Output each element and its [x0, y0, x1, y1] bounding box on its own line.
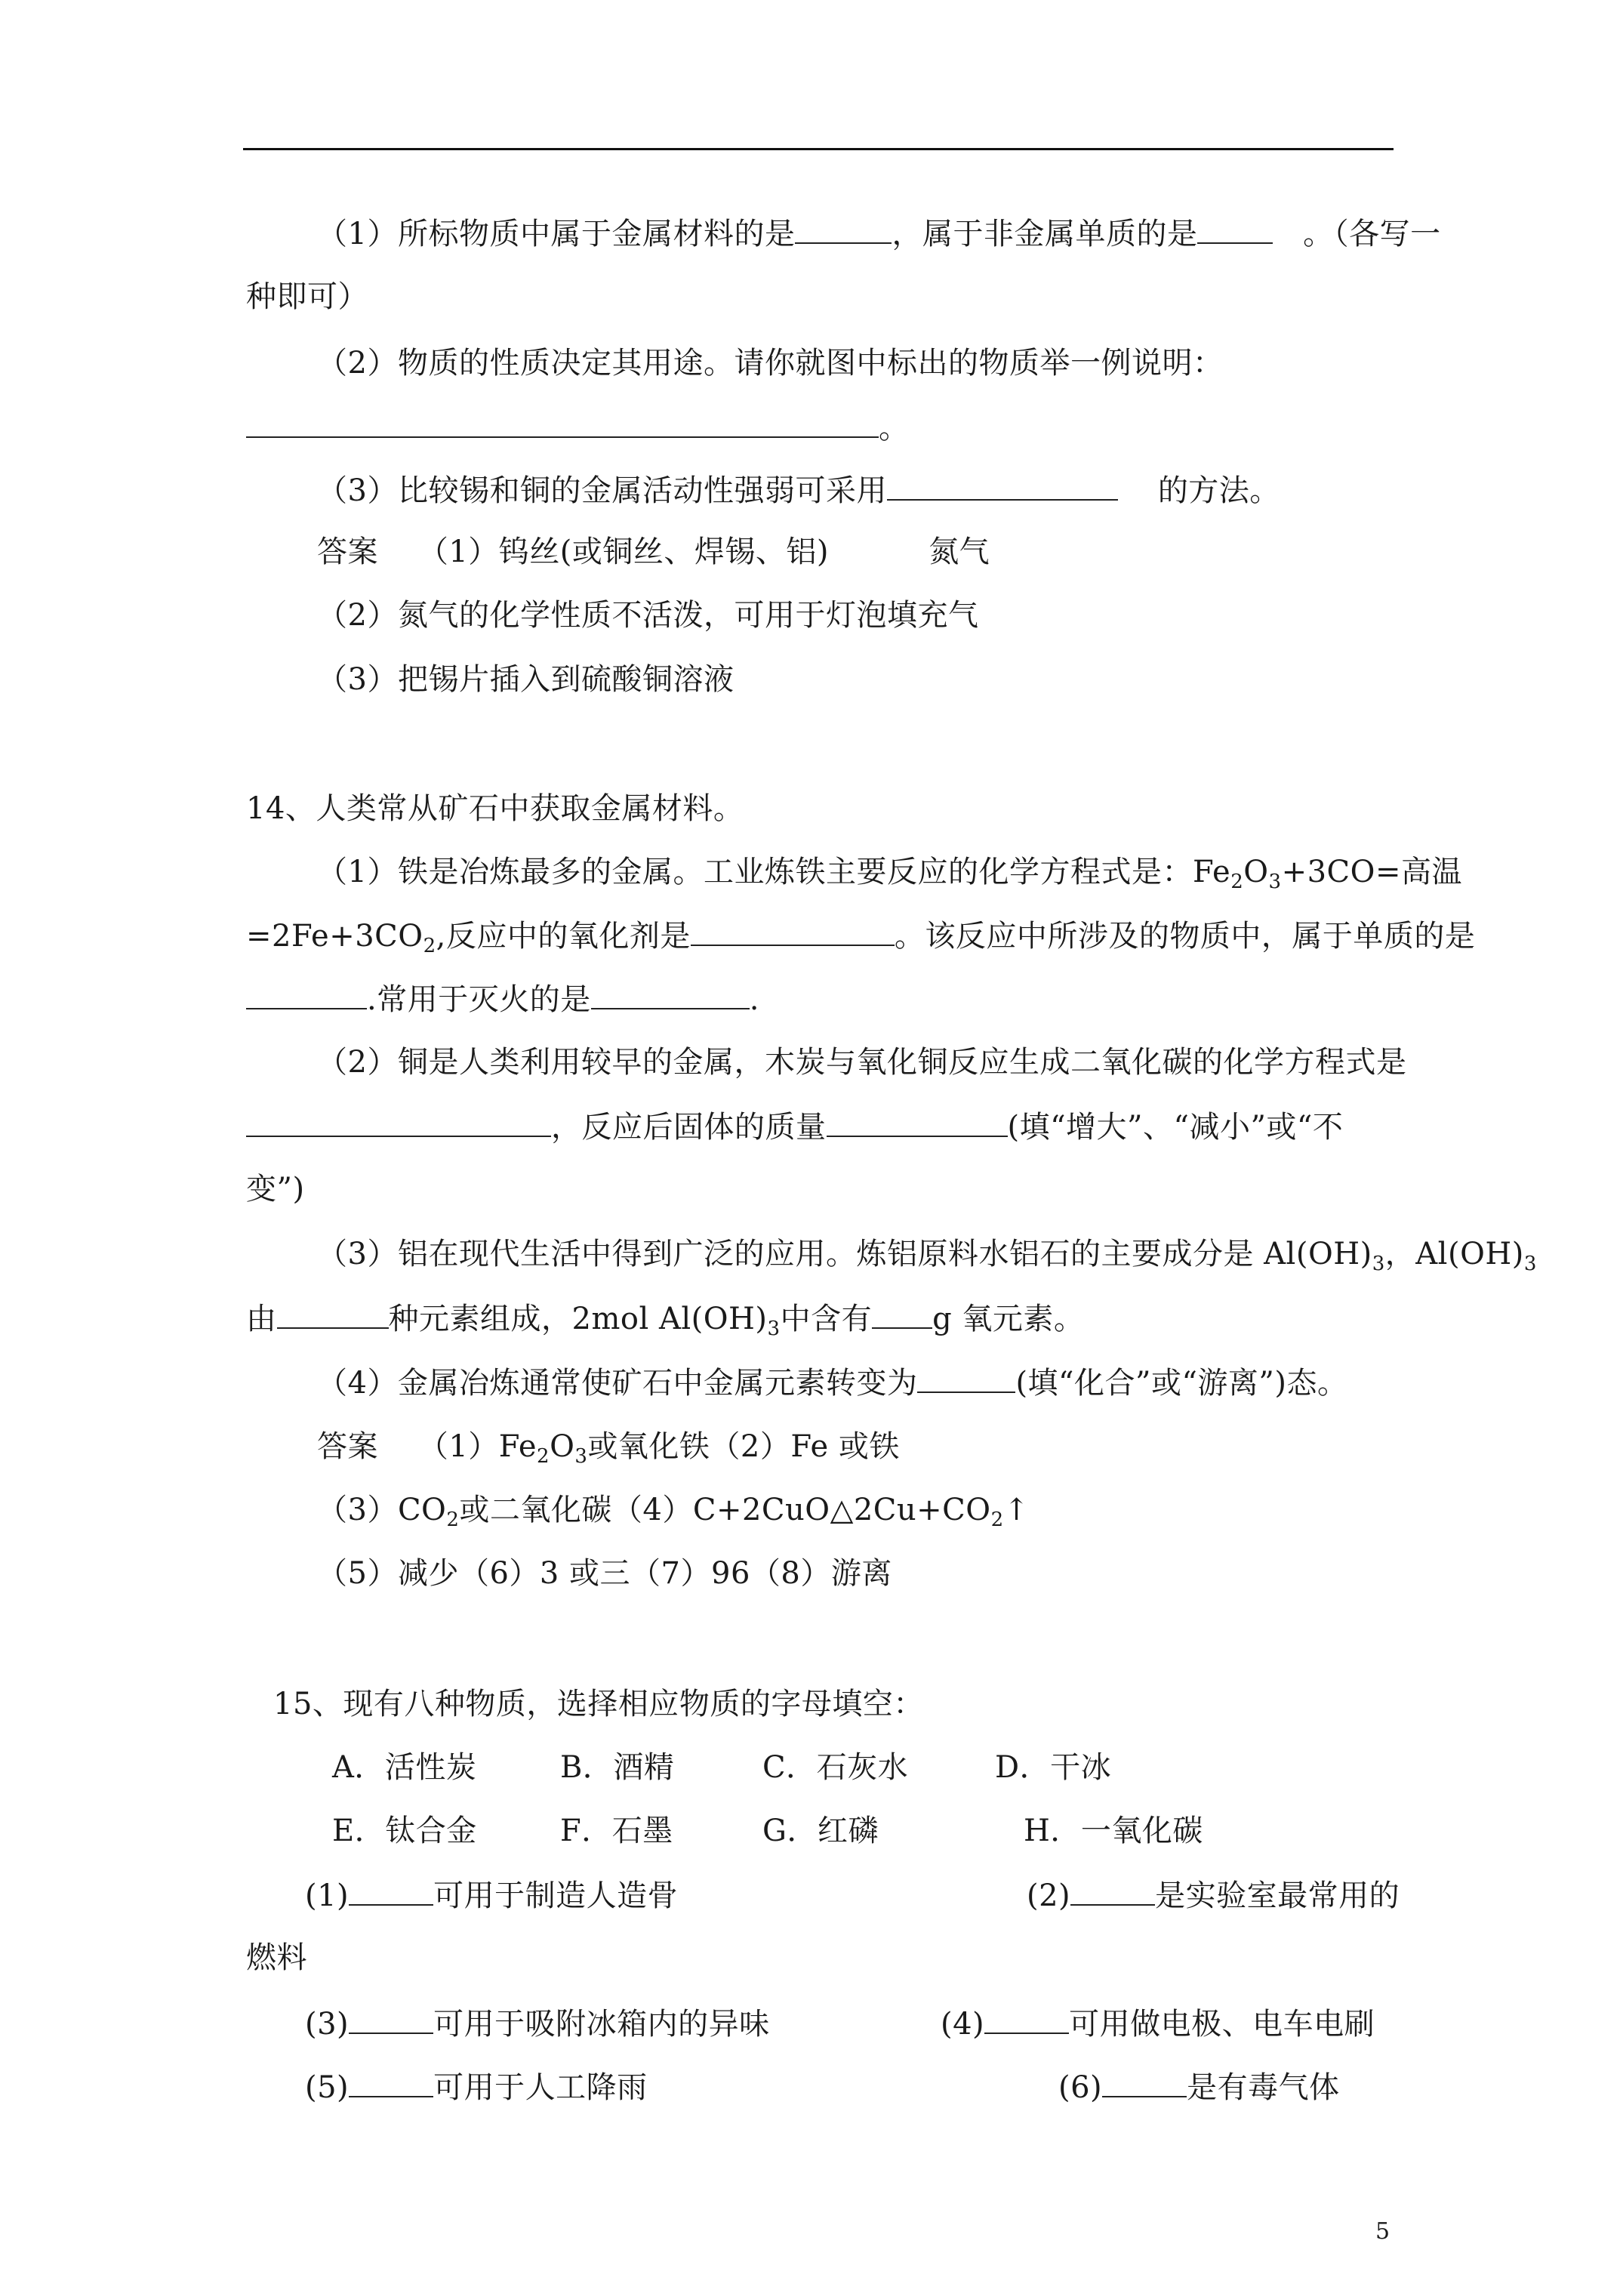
q15-item-4: (4) 可用做电极、电车电刷 [941, 2004, 1375, 2043]
q15-option-d: D．干冰 [995, 1750, 1112, 1785]
q14-part2-line3: 变”) [246, 1172, 305, 1207]
q14-part2: （2）铜是人类利用较早的金属，木炭与氧化铜反应生成二氧化碳的化学方程式是 [317, 1045, 1407, 1080]
q13-part3: （3）比较锡和铜的金属活动性强弱可采用 的方法。 [317, 470, 1280, 510]
q13-answer-1: 答案 （1）钨丝(或铜丝、焊锡、铝) 氮气 [317, 535, 990, 569]
q15-option-b: B．酒精 [560, 1750, 675, 1785]
q13-answer-2: （2）氮气的化学性质不活泼，可用于灯泡填充气 [317, 598, 979, 633]
q14-part3: （3）铝在现代生活中得到广泛的应用。炼铝原料水铝石的主要成分是 $Al(OH)_3$，$Al(OH)_3$ [317, 1237, 1537, 1275]
q13-answer-3: （3）把锡片插入到硫酸铜溶液 [317, 662, 735, 697]
q14-title: 14、人类常从矿石中获取金属材料。 [246, 791, 744, 826]
q15-item-2: (2) 是实验室最常用的 [1027, 1875, 1400, 1915]
q15-option-g: G．红磷 [762, 1814, 879, 1848]
q14-part1: （1）铁是冶炼最多的金属。工业炼铁主要反应的化学方程式是：$Fe_2O_3+3CO=$高温 [317, 855, 1462, 893]
q15-option-c: C．石灰水 [762, 1750, 909, 1785]
q15-item-5: (5) 可用于人工降雨 [305, 2067, 648, 2106]
q14-part4: （4）金属冶炼通常使矿石中金属元素转变为 (填“化合”或“游离”)态。 [317, 1363, 1347, 1402]
q14-answer-3: （5）减少（6）3 或三（7）96（8）游离 [317, 1556, 892, 1591]
q14-answer-2: $(3)CO_2$或二氧化碳$(4)C+2CuO\triangle 2Cu+CO_2↑$ [317, 1493, 1030, 1531]
q15-item-6: (6) 是有毒气体 [1058, 2067, 1340, 2106]
header-rule [243, 148, 1394, 150]
q14-answer-1: 答案 $(1)Fe_2O_3$或氧化铁（2）Fe 或铁 [317, 1429, 900, 1468]
q13-part2-blank: 。 [246, 408, 910, 447]
q15-item-1: (1) 可用于制造人造骨 [305, 1875, 678, 1915]
q15-title: 15、现有八种物质，选择相应物质的字母填空： [273, 1687, 924, 1721]
q15-option-f: F．石墨 [560, 1814, 673, 1848]
q13-part1: （1）所标物质中属于金属材料的是 ，属于非金属单质的是 。（各写一 [317, 214, 1441, 253]
q13-part1-cont: 种即可） [246, 279, 368, 314]
q15-option-a: A．活性炭 [332, 1750, 477, 1785]
q15-option-h: H．一氧化碳 [1024, 1814, 1203, 1848]
q15-option-e: E．钛合金 [332, 1814, 477, 1848]
q14-part1-line2: $=2Fe+3CO_2$,反应中的氧化剂是 。该反应中所涉及的物质中，属于单质的是 [246, 916, 1475, 955]
q15-item-3: (3) 可用于吸附冰箱内的异味 [305, 2004, 770, 2043]
q14-part1-line3: .常用于灭火的是 . [246, 979, 759, 1019]
q14-part3-line2: 由 种元素组成，2mol $Al(OH)_3$中含有 g 氧元素。 [246, 1299, 1084, 1338]
page-number: 5 [1375, 2218, 1390, 2245]
q13-part2: （2）物质的性质决定其用途。请你就图中标出的物质举一例说明： [317, 346, 1224, 381]
q14-part2-line2: ，反应后固体的质量 (填“增大”、“减小”或“不 [246, 1107, 1343, 1146]
q15-item-2-cont: 燃料 [246, 1940, 307, 1975]
